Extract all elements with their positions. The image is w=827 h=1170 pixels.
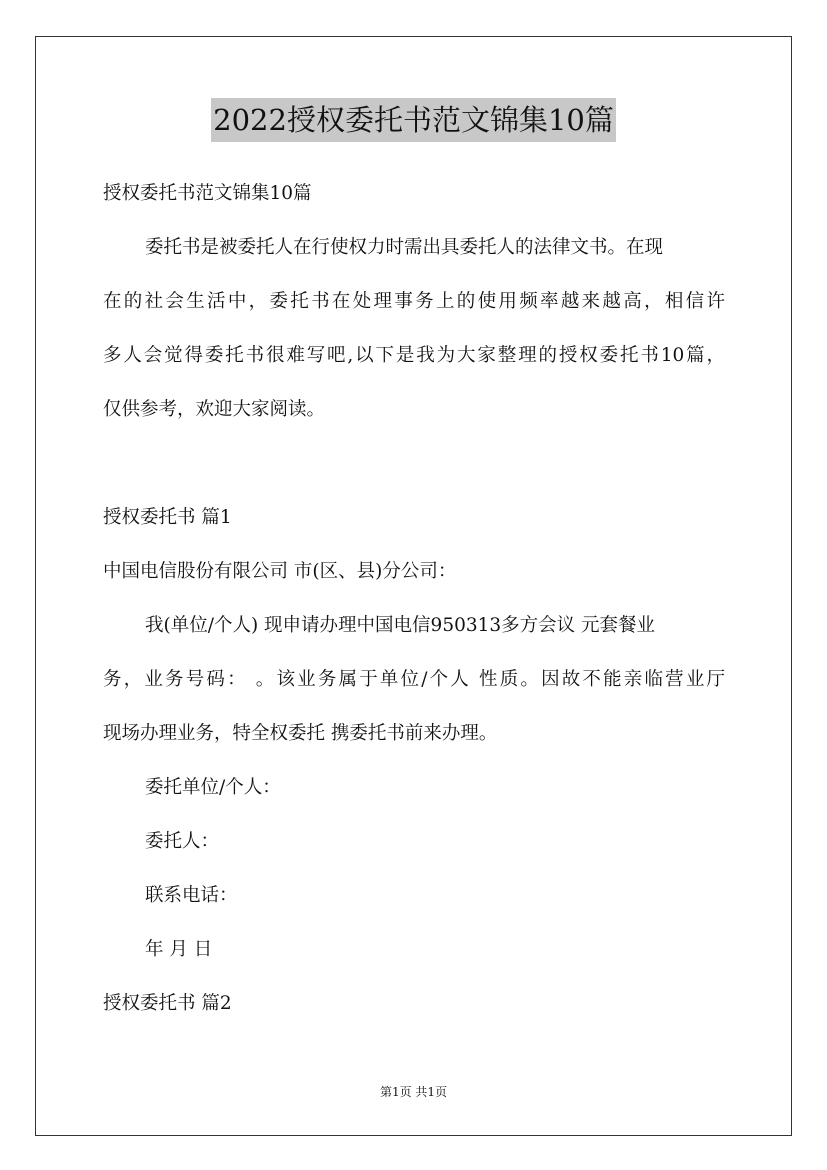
date-field: 年 月 日	[145, 939, 213, 960]
principal-field: 委托人：	[145, 831, 220, 852]
section-heading-1: 授权委托书 篇1	[103, 507, 232, 528]
intro-line-4: 仅供参考，欢迎大家阅读。	[103, 399, 326, 420]
phone-field: 联系电话：	[145, 885, 238, 906]
entrusting-party-field: 委托单位/个人：	[145, 777, 281, 798]
document-subtitle: 授权委托书范文锦集10篇	[103, 183, 312, 204]
section-heading-2: 授权委托书 篇2	[103, 993, 232, 1014]
intro-line-2: 在的社会生活中，委托书在处理事务上的使用频率越来越高，相信许	[103, 291, 725, 312]
body-line-1: 我(单位/个人) 现申请办理中国电信950313多方会议 元套餐业	[145, 615, 656, 636]
title-container	[0, 98, 827, 142]
addressee-line: 中国电信股份有限公司 市(区、县)分公司：	[103, 561, 457, 582]
intro-line-3: 多人会觉得委托书很难写吧,以下是我为大家整理的授权委托书10篇，	[103, 345, 725, 366]
intro-line-1: 委托书是被委托人在行使权力时需出具委托人的法律文书。在现	[145, 237, 664, 258]
body-line-2: 务，业务号码： 。该业务属于单位/个人 性质。因故不能亲临营业厅	[103, 669, 725, 690]
body-line-3: 现场办理业务，特全权委托 携委托书前来办理。	[103, 723, 498, 744]
document-title: 2022授权委托书范文锦集10篇	[211, 98, 616, 142]
page-footer: 第1页 共1页	[379, 1085, 448, 1099]
